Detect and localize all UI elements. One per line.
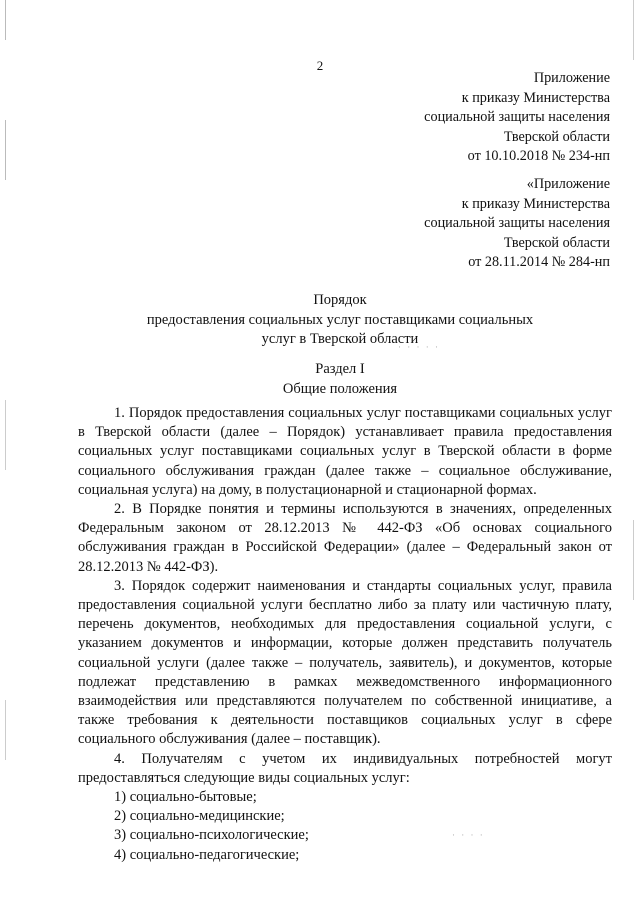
- annex-line: к приказу Министерства: [461, 89, 610, 106]
- annex-line: от 28.11.2014 № 284-нп: [468, 254, 610, 270]
- list-item: 2) социально-медицинские;: [114, 808, 285, 825]
- annex-line: социальной защиты населения: [424, 109, 610, 125]
- section-heading: [60, 360, 620, 399]
- annex-line: Тверской области: [503, 234, 610, 251]
- annex-header-current: [350, 69, 610, 167]
- scan-noise: · · · ·: [452, 830, 485, 840]
- annex-header-previous: [350, 175, 610, 273]
- annex-line: «Приложение: [526, 176, 610, 192]
- paragraph-4: 4. Получателям с учетом их индивидуальных потребностей могут предоставляться следующие виды социальных услуг:: [78, 750, 612, 786]
- list-item: 4) социально-педагогические;: [114, 846, 300, 863]
- paragraph-1: 1. Порядок предоставления социальных услуг поставщиками социальных услуг в Тверской области (далее – Порядок) устанавливает правила предоставления социальных услуг поставщиками социальных услуг в Тверской области в форме социального обслуживания граждан (далее также – социальное обслуживание, социальная услуга) на дому, в полустационарной и стационарной формах.: [78, 405, 612, 498]
- section-number: Раздел I: [315, 361, 365, 377]
- list-item: 3) социально-психологические;: [114, 827, 309, 844]
- title-line: услуг в Тверской области: [261, 331, 419, 347]
- document-body: [78, 404, 612, 865]
- title-line: Порядок: [313, 292, 367, 308]
- annex-line: от 10.10.2018 № 234-нп: [467, 148, 610, 164]
- paragraph-3: 3. Порядок содержит наименования и стандарты социальных услуг, правила предоставления социальной услуги бесплатно либо за плату или частичную плату, перечень документов, необходимых для предоставления социальной услуги, с указанием документов и информации, которые должен представить получатель социальной услуги (далее также – получатель, заявитель), и документов, которые подлежат представлению в рамках межведомственного информационного взаимодействия или представляются получателем по собственной инициативе, а также требования к деятельности поставщиков социальных услуг в сфере социального обслуживания (далее – поставщик).: [78, 577, 612, 748]
- section-name: Общие положения: [282, 380, 398, 397]
- annex-line: к приказу Министерства: [461, 195, 610, 212]
- paragraph-2: 2. В Порядке понятия и термины используются в значениях, определенных Федеральным законом от 28.12.2013 № 442-ФЗ «Об основах социального обслуживания граждан в Российской Федерации» (далее – Федеральный закон от 28.12.2013 № 442-ФЗ).: [78, 501, 612, 575]
- page-number: 2: [316, 58, 324, 73]
- scan-left-edge: [5, 0, 6, 905]
- scan-noise: · · · · ·: [398, 342, 440, 352]
- annex-line: Приложение: [533, 70, 610, 86]
- annex-line: Тверской области: [503, 128, 610, 145]
- annex-line: социальной защиты населения: [424, 215, 610, 231]
- title-line: предоставления социальных услуг поставщиками социальных: [146, 311, 534, 328]
- scan-right-edge: [633, 0, 634, 905]
- document-title: [60, 291, 620, 350]
- list-item: 1) социально-бытовые;: [114, 789, 257, 806]
